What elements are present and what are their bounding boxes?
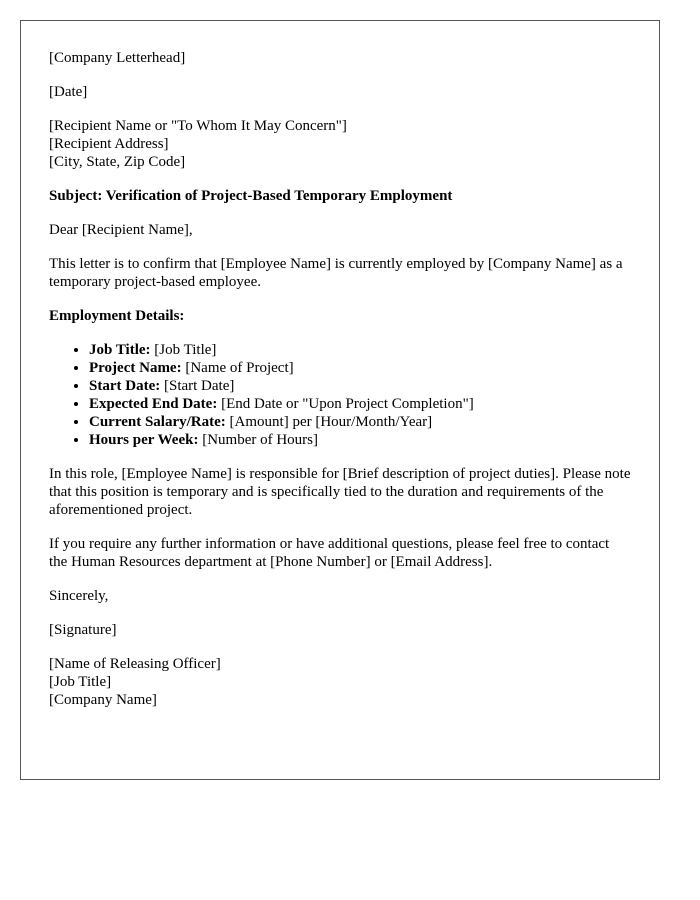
sender-company: [Company Name] (49, 692, 157, 708)
detail-job-title (89, 341, 631, 359)
sender-name: [Name of Releasing Officer] (49, 656, 221, 672)
detail-value: [Name of Project] (181, 360, 294, 376)
details-heading: Employment Details: (49, 308, 185, 324)
role-paragraph: In this role, [Employee Name] is responsible for [Brief description of project duties]. Please note that this position is temporary and is specifically tied to the duration and requirements of the aforementioned project. (49, 466, 631, 518)
detail-value: [Number of Hours] (198, 432, 319, 448)
recipient-name: [Recipient Name or "To Whom It May Concern"] (49, 118, 347, 134)
letter-greeting: Dear [Recipient Name], (49, 222, 193, 238)
letter-closing: Sincerely, (49, 588, 109, 604)
detail-project-name (89, 359, 631, 377)
detail-end-date (89, 395, 631, 413)
detail-label: Expected End Date: (89, 396, 218, 412)
detail-label: Job Title: (89, 342, 151, 358)
detail-label: Current Salary/Rate: (89, 414, 226, 430)
letter-subject: Subject: Verification of Project-Based Temporary Employment (49, 188, 453, 204)
detail-value: [Start Date] (160, 378, 235, 394)
detail-label: Project Name: (89, 360, 182, 376)
detail-hours (89, 431, 631, 449)
details-list (49, 341, 631, 449)
contact-paragraph: If you require any further information or have additional questions, please feel free to contact the Human Resources department at [Phone Number] or [Email Address]. (49, 536, 610, 570)
detail-label: Hours per Week: (89, 432, 199, 448)
sender-title: [Job Title] (49, 674, 112, 690)
recipient-city: [City, State, Zip Code] (49, 154, 186, 170)
letter-date: [Date] (49, 84, 88, 100)
sender-block (49, 655, 631, 709)
recipient-address: [Recipient Address] (49, 136, 169, 152)
detail-value: [Job Title] (150, 342, 217, 358)
detail-value: [Amount] per [Hour/Month/Year] (225, 414, 433, 430)
company-letterhead: [Company Letterhead] (49, 50, 186, 66)
letter-page (20, 20, 660, 780)
recipient-block (49, 117, 631, 171)
detail-value: [End Date or "Upon Project Completion"] (217, 396, 474, 412)
detail-salary (89, 413, 631, 431)
detail-start-date (89, 377, 631, 395)
detail-label: Start Date: (89, 378, 161, 394)
signature-placeholder: [Signature] (49, 622, 117, 638)
intro-paragraph: This letter is to confirm that [Employee Name] is currently employed by [Company Name] as a temporary project-based employee. (49, 256, 623, 290)
